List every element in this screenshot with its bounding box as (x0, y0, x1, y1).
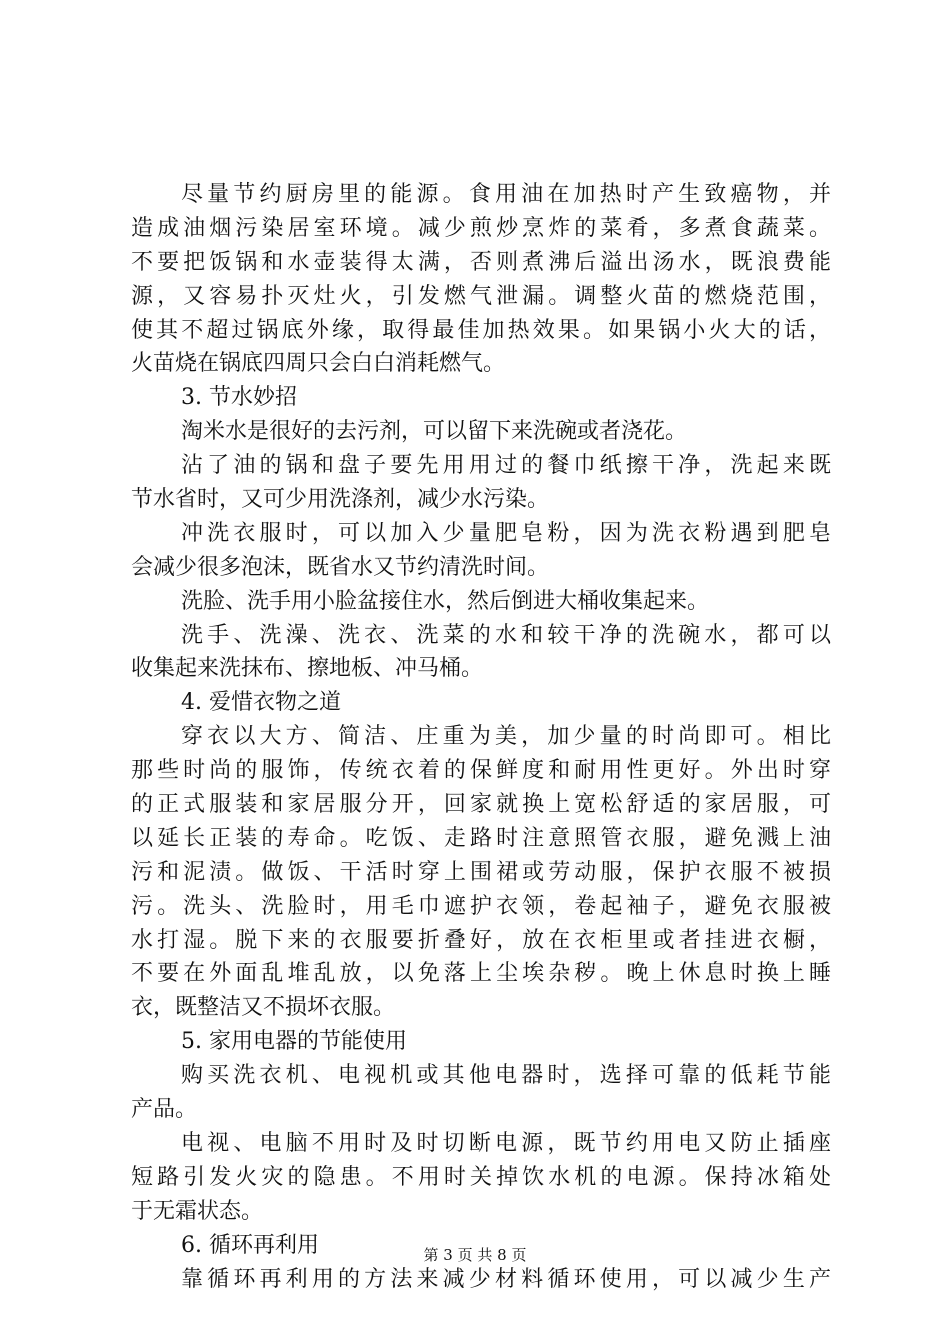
text-line: 洗手、洗澡、洗衣、洗菜的水和较干净的洗碗水，都可以 (181, 622, 831, 648)
text-line: 不要把饭锅和水壶装得太满，否则煮沸后溢出汤水，既浪费能 (131, 249, 831, 275)
section-heading: 3. 节水妙招 (181, 385, 297, 411)
text-line: 收集起来洗抹布、擦地板、冲马桶。 (131, 656, 484, 682)
text-line: 于无霜状态。 (131, 1198, 264, 1224)
document-body (131, 178, 831, 1296)
text-line: 源，又容易扑灭灶火，引发燃气泄漏。调整火苗的燃烧范围， (131, 283, 831, 309)
text-line: 污。洗头、洗脸时，用毛巾遮护衣领，卷起袖子，避免衣服被 (131, 893, 831, 919)
text-line: 短路引发火灾的隐患。不用时关掉饮水机的电源。保持冰箱处 (131, 1164, 831, 1190)
text-line: 污和泥渍。做饭、干活时穿上围裙或劳动服，保护衣服不被损 (131, 859, 831, 885)
text-line: 购买洗衣机、电视机或其他电器时，选择可靠的低耗节能 (181, 1063, 831, 1089)
text-line: 穿衣以大方、简洁、庄重为美，加少量的时尚即可。相比 (181, 724, 831, 750)
text-line: 节水省时，又可少用洗涤剂，减少水污染。 (131, 487, 550, 513)
page-footer: 第 3 页 共 8 页 (423, 1246, 527, 1264)
text-line: 洗脸、洗手用小脸盆接住水，然后倒进大桶收集起来。 (181, 588, 710, 614)
text-line: 尽量节约厨房里的能源。食用油在加热时产生致癌物，并 (181, 182, 831, 207)
section-heading: 6. 循环再利用 (181, 1232, 319, 1258)
text-line: 不要在外面乱堆乱放，以免落上尘埃杂秽。晚上休息时换上睡 (131, 961, 831, 987)
text-line: 产品。 (131, 1097, 198, 1123)
text-line: 冲洗衣服时，可以加入少量肥皂粉，因为洗衣粉遇到肥皂 (181, 520, 831, 546)
text-line: 以延长正装的寿命。吃饭、走路时注意照管衣服，避免溅上油 (131, 825, 831, 851)
text-line: 火苗烧在锅底四周只会白白消耗燃气。 (131, 351, 506, 377)
text-line: 使其不超过锅底外缘，取得最佳加热效果。如果锅小火大的话， (131, 317, 831, 343)
text-line: 沾了油的锅和盘子要先用用过的餐巾纸擦干净，洗起来既 (181, 453, 831, 479)
text-line: 淘米水是很好的去污剂，可以留下来洗碗或者浇花。 (181, 419, 688, 445)
text-line: 造成油烟污染居室环境。减少煎炒烹炸的菜肴，多煮食蔬菜。 (131, 215, 831, 241)
text-line: 靠循环再利用的方法来减少材料循环使用，可以减少生产 (181, 1266, 831, 1292)
section-heading: 4. 爱惜衣物之道 (181, 690, 341, 716)
text-line: 会减少很多泡沫，既省水又节约清洗时间。 (131, 554, 550, 580)
text-line: 那些时尚的服饰，传统衣着的保鲜度和耐用性更好。外出时穿 (131, 758, 831, 784)
text-line: 水打湿。脱下来的衣服要折叠好，放在衣柜里或者挂进衣橱， (131, 927, 831, 953)
section-heading: 5. 家用电器的节能使用 (181, 1029, 407, 1055)
text-line: 衣，既整洁又不损坏衣服。 (131, 995, 396, 1021)
text-line: 电视、电脑不用时及时切断电源，既节约用电又防止插座 (181, 1130, 831, 1156)
text-line: 的正式服装和家居服分开，回家就换上宽松舒适的家居服，可 (131, 792, 831, 818)
